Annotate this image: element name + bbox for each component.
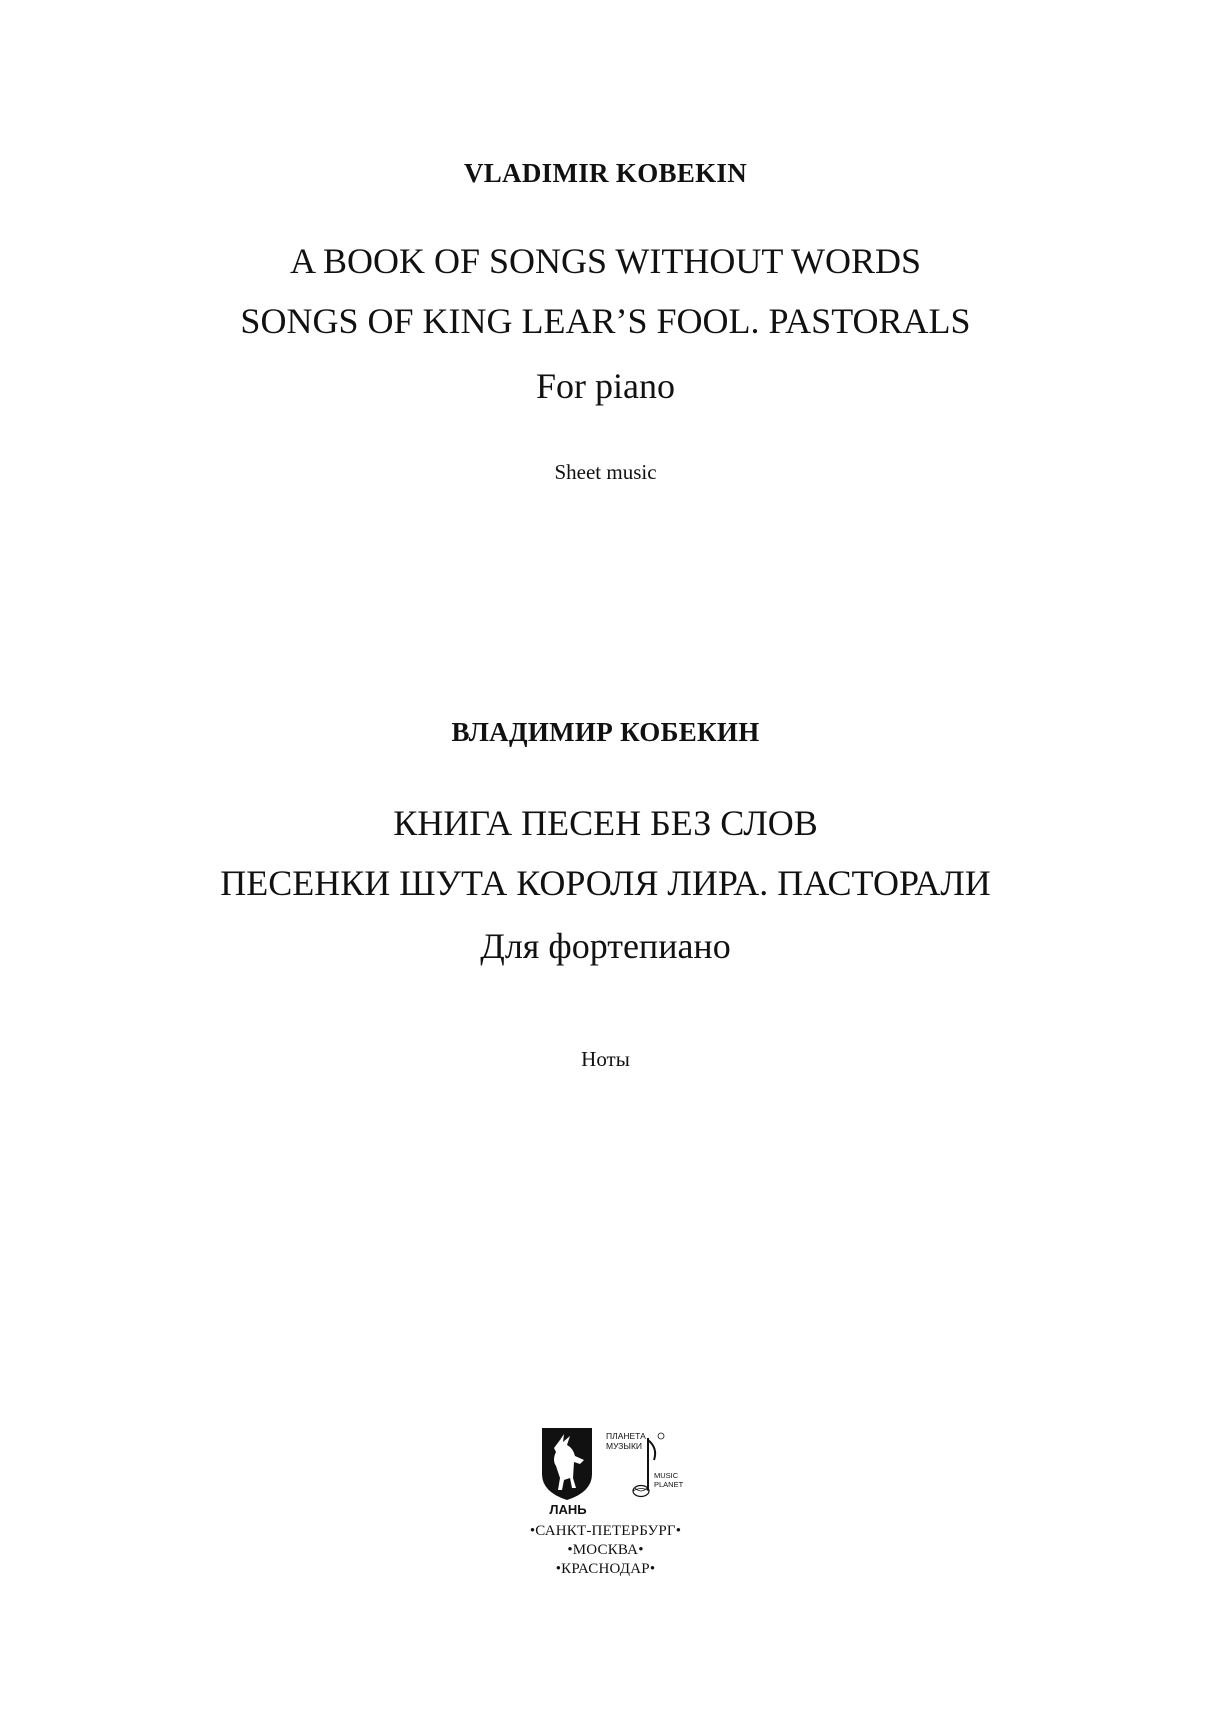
music-planet-logo-icon: [604, 1430, 684, 1506]
publisher-logos: [540, 1426, 684, 1517]
russian-title-line-1: КНИГА ПЕСЕН БЕЗ СЛОВ: [393, 803, 818, 843]
russian-subtitle: Для фортепиано: [480, 926, 731, 966]
planet-logo-text-en-1: MUSIC: [654, 1471, 679, 1480]
english-subtitle: For piano: [536, 366, 675, 406]
english-author: VLADIMIR KOBEKIN: [463, 158, 748, 188]
publisher-city-krasnodar: •КРАСНОДАР•: [555, 1561, 656, 1577]
publisher-city-saint-petersburg: •САНКТ-ПЕТЕРБУРГ•: [529, 1523, 682, 1539]
english-title-line-1: A BOOK OF SONGS WITHOUT WORDS: [289, 241, 922, 281]
planet-logo-text-ru-2: МУЗЫКИ: [606, 1441, 643, 1451]
english-note: Sheet music: [554, 460, 657, 484]
planet-logo-text-en-2: PLANET: [654, 1480, 684, 1489]
english-title-line-2: SONGS OF KING LEAR’S FOOL. PASTORALS: [240, 301, 971, 341]
russian-title-line-2: ПЕСЕНКИ ШУТА КОРОЛЯ ЛИРА. ПАСТОРАЛИ: [220, 863, 991, 903]
planet-logo-text-ru-1: ПЛАНЕТА: [606, 1431, 646, 1441]
lan-deer-logo-icon: [540, 1426, 598, 1516]
lan-logo-text: ЛАНЬ: [549, 1502, 587, 1517]
publisher-city-moscow: •МОСКВА•: [567, 1542, 644, 1558]
russian-note: Ноты: [581, 1047, 630, 1071]
russian-author: ВЛАДИМИР КОБЕКИН: [451, 717, 760, 747]
